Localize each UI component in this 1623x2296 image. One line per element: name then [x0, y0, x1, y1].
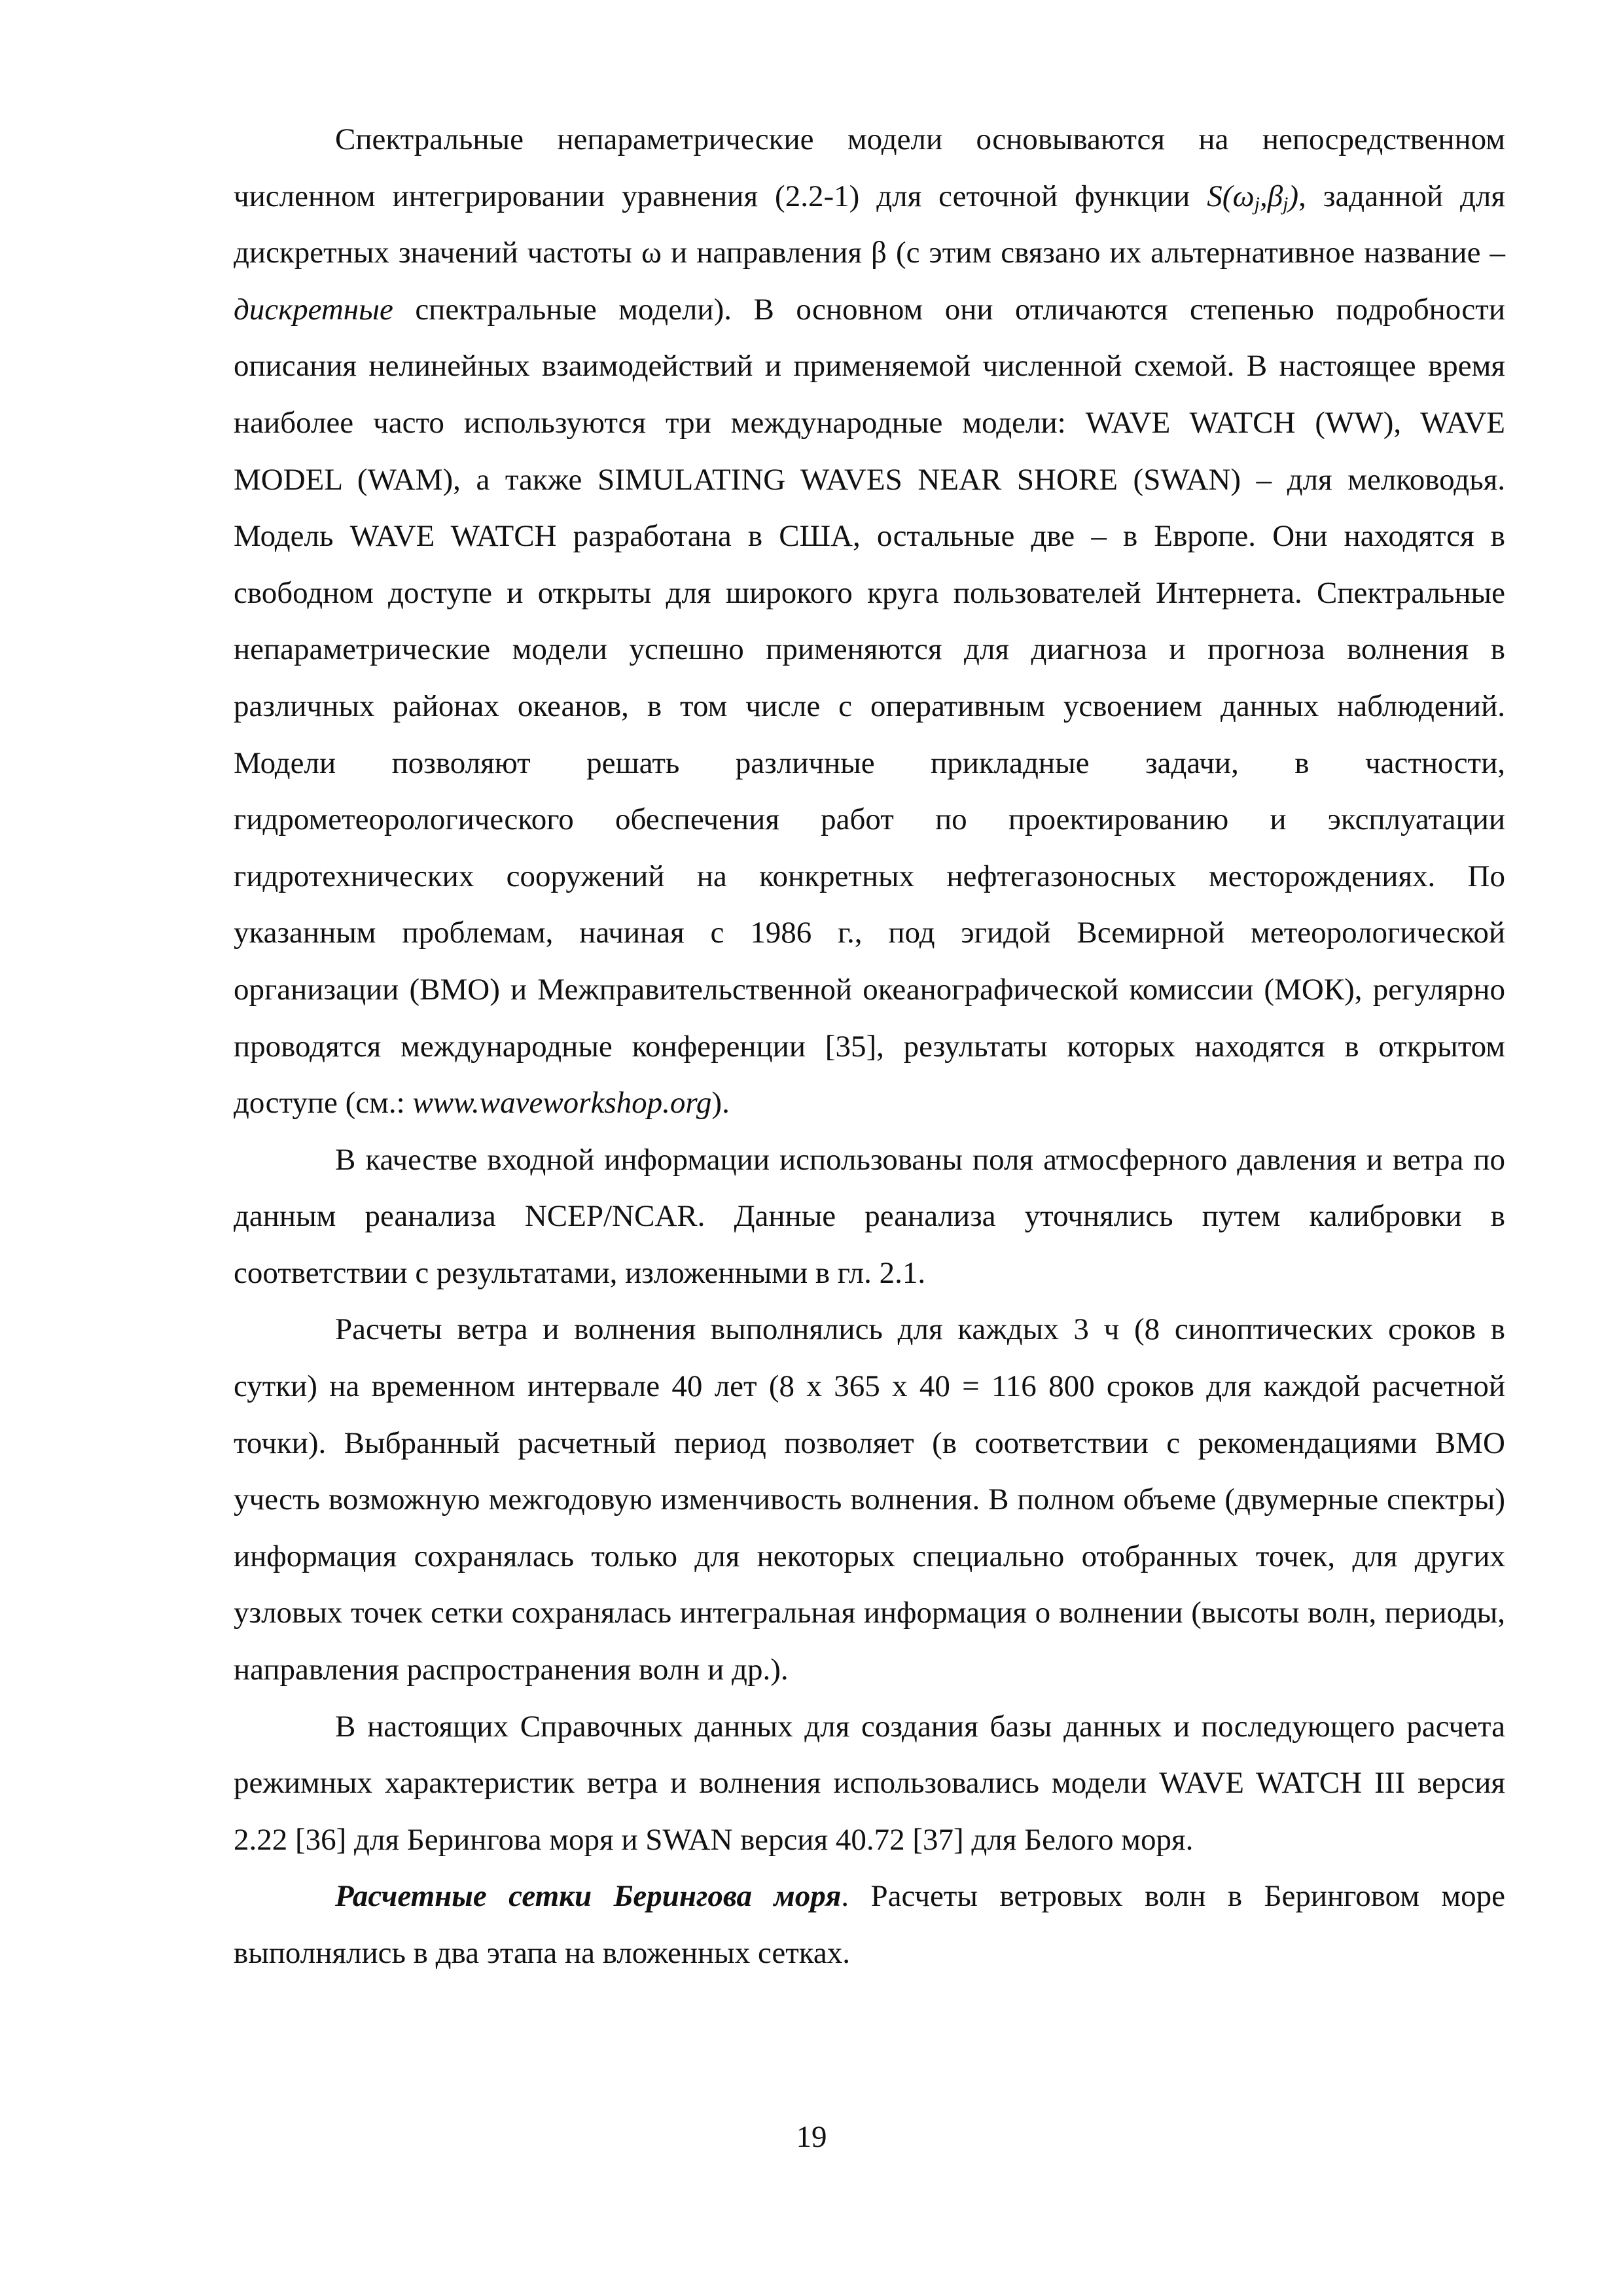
formula-part: ) [1288, 179, 1299, 213]
paragraph-text: Спектральные непараметрические модели основываются на непосредственном численном интегрировании уравнения (2.2-1) для сеточной функции [234, 122, 1505, 213]
paragraph-text: , заданной для дискретных значений частоты ω и направления β (с этим связано их альтернативное название – [234, 179, 1505, 270]
paragraph-text: . Расчеты ветровых волн в Беринговом море выполнялись в два этапа на вложенных сетках. [234, 1879, 1505, 1970]
paragraph-text: спектральные модели). В основном они отличаются степенью подробности описания нелинейных взаимодействий и применяемой численной схемой. В настоящее время наиболее часто используются три международные модели: WAVE WATCH (WW), WAVE MODEL (WAM), а также SIMULATING WAVES NEAR SHORE (SWAN) – для мелководья. Модель WAVE WATCH разработана в США, остальные две – в Европе. Они находятся в свободном доступе и открыты для широкого круга пользователей Интернета. Спектральные непараметрические модели успешно применяются для диагноза и прогноза волнения в различных районах океанов, в том числе с оперативным усвоением данных наблюдений. Модели позволяют решать различные прикладные задачи, в частности, гидрометеорологического обеспечения работ по проектированию и эксплуатации гидротехнических сооружений на конкретных нефтегазоносных месторождениях. По указанным проблемам, начиная с 1986 г., под эгидой Всемирной метеорологической организации (ВМО) и Межправительственной океанографической комиссии (МОК), регулярно проводятся международные конференции [35], результаты которых находятся в открытом доступе (см.: [234, 292, 1505, 1121]
paragraph-calculations: Расчеты ветра и волнения выполнялись для каждых 3 ч (8 синоптических сроков в сутки) на временном интервале 40 лет (8 x 365 x 40 = 116 800 сроков для каждой расчетной точки). Выбранный расчетный период позволяет (в соответствии с рекомендациями ВМО учесть возможную межгодовую изменчивость волнения. В полном объеме (двумерные спектры) информация сохранялась только для некоторых специально отобранных точек, для других узловых точек сетки сохранялась интегральная информация о волнении (высоты волн, периоды, направления распространения волн и др.). [234, 1312, 1505, 1687]
formula-subscript: j [1254, 192, 1260, 215]
page-number: 19 [796, 2120, 827, 2154]
section-heading: Расчетные сетки Берингова моря [335, 1879, 842, 1914]
formula-part: ,β [1259, 179, 1283, 213]
paragraph-spectral-models [234, 111, 1505, 1132]
formula-grid-function [1207, 179, 1298, 213]
body-text [234, 111, 1505, 1982]
formula-subscript: j [1283, 192, 1289, 215]
italic-term: дискретные [234, 292, 393, 327]
paragraph-bering-grids [234, 1868, 1505, 1981]
paragraph-text: ). [711, 1086, 730, 1121]
paragraph-input-data: В качестве входной информации использованы поля атмосферного давления и ветра по данным реанализа NCEP/NCAR. Данные реанализа уточнялись путем калибровки в соответствии с результатами, изложенными в гл. 2.1. [234, 1142, 1505, 1290]
website-link[interactable]: www.waveworkshop.org [412, 1086, 712, 1121]
paragraph-models-used: В настоящих Справочных данных для создания базы данных и последующего расчета режимных характеристик ветра и волнения использовались модели WAVE WATCH III версия 2.22 [36] для Берингова моря и SWAN версия 40.72 [37] для Белого моря. [234, 1709, 1505, 1857]
formula-part: S(ω [1207, 179, 1255, 213]
